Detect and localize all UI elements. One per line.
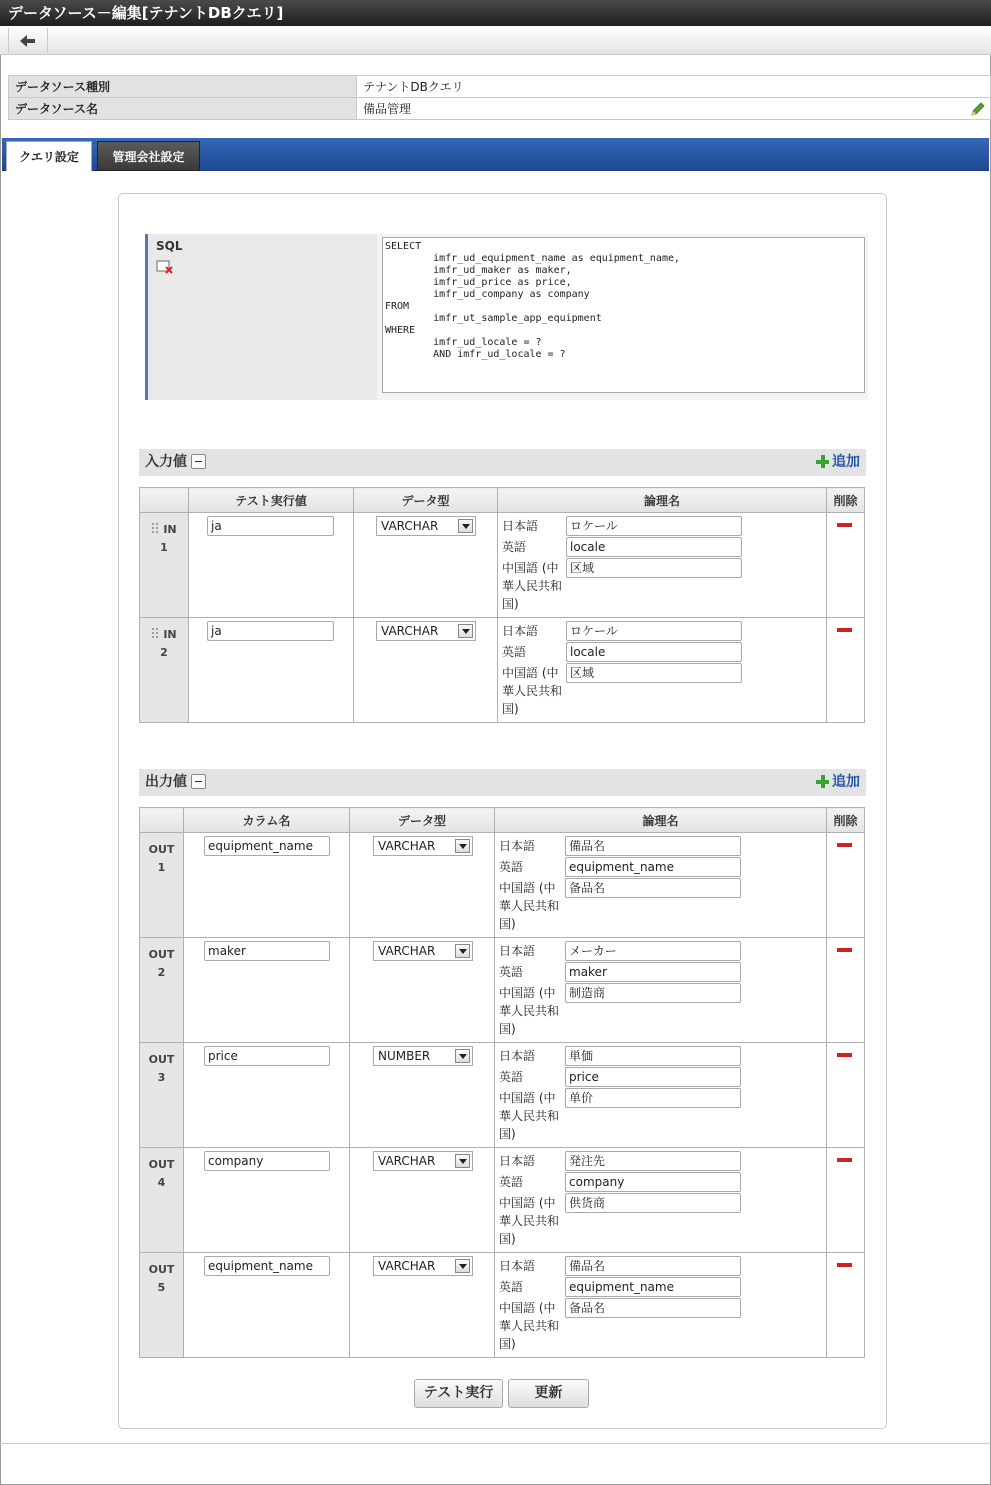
add-input-button[interactable] [816,449,860,476]
logical-name-ja-input[interactable]: 備品名 [565,1256,741,1276]
row-handle[interactable] [140,1148,184,1253]
tab-bar [2,138,989,171]
test-run-button[interactable]: テスト実行 [414,1379,503,1408]
add-output-label: 追加 [832,774,860,790]
row-number: 1 [157,861,166,874]
logical-name-en-input[interactable]: maker [565,962,741,982]
pencil-icon[interactable] [970,101,986,117]
test-value-input[interactable]: ja [207,621,334,641]
header-logical-name: 論理名 [498,488,827,513]
collapse-icon[interactable] [191,454,206,469]
logical-name-ja-input[interactable]: メーカー [565,941,741,961]
logical-name-zh-input[interactable]: 区域 [566,663,742,683]
logical-name-ja-input[interactable]: ロケール [566,621,742,641]
row-handle[interactable] [140,833,184,938]
logical-name-ja-input[interactable]: 備品名 [565,836,741,856]
header-rownum [140,808,184,833]
column-name-input[interactable]: company [204,1151,330,1171]
table-row [140,938,865,1043]
query-settings-panel [118,193,887,1429]
label-ja: 日本語 [499,839,536,853]
sql-section [145,234,865,400]
row-number: 1 [160,541,168,554]
table-row [140,1253,865,1358]
column-name-input[interactable]: equipment_name [204,1256,330,1276]
logical-name-zh-input[interactable]: 单价 [565,1088,741,1108]
window-title: データソース－編集[テナントDBクエリ] [0,0,991,26]
update-button[interactable]: 更新 [508,1379,589,1408]
logical-name-zh-input[interactable]: 供货商 [565,1193,741,1213]
label-en: 英語 [502,645,527,659]
logical-name-en-input[interactable]: price [565,1067,741,1087]
label-ja: 日本語 [499,944,536,958]
logical-name-ja-input[interactable]: 発注先 [565,1151,741,1171]
dropdown-arrow-icon[interactable] [455,944,470,958]
row-kind: IN [163,523,177,536]
label-en: 英語 [499,965,524,979]
add-input-label: 追加 [832,454,860,470]
info-value-type: テナントDBクエリ [357,76,991,98]
header-column-name: カラム名 [184,808,350,833]
delete-row-minus-icon[interactable] [837,1053,852,1057]
data-type-select[interactable] [376,621,476,641]
row-number: 3 [157,1071,166,1084]
label-en: 英語 [499,1070,524,1084]
table-row [140,618,865,723]
row-kind: OUT [148,1053,175,1066]
logical-name-ja-input[interactable]: 単価 [565,1046,741,1066]
header-rownum [140,488,189,513]
row-kind: OUT [148,948,175,961]
row-number: 5 [157,1281,166,1294]
label-zh: 中国語 (中華人民共和国) [502,666,563,716]
info-label-name: データソース名 [9,98,357,120]
plus-icon [816,775,829,788]
row-number: 2 [157,966,166,979]
input-values-header [139,449,866,476]
label-en: 英語 [499,1175,524,1189]
row-kind: OUT [148,1158,175,1171]
header-logical-name: 論理名 [495,808,827,833]
row-kind: IN [163,628,177,641]
dropdown-arrow-icon[interactable] [455,839,470,853]
logical-name-en-input[interactable]: company [565,1172,741,1192]
back-arrow-icon [20,35,36,47]
collapse-icon[interactable] [191,774,206,789]
label-en: 英語 [499,1280,524,1294]
label-zh: 中国語 (中華人民共和国) [499,881,560,931]
logical-name-en-input[interactable]: locale [566,642,742,662]
tab-company-settings[interactable]: 管理会社設定 [97,141,200,171]
logical-name-ja-input[interactable]: ロケール [566,516,742,536]
label-zh: 中国語 (中華人民共和国) [499,986,560,1036]
label-zh: 中国語 (中華人民共和国) [499,1301,560,1351]
data-type-select[interactable] [373,941,473,961]
drag-handle-icon[interactable] [151,522,159,534]
row-handle[interactable] [140,1253,184,1358]
output-values-header [139,769,866,796]
table-row [140,513,865,618]
table-row [140,1043,865,1148]
logical-name-zh-input[interactable]: 区域 [566,558,742,578]
data-type-value: VARCHAR [378,839,436,853]
dropdown-arrow-icon[interactable] [455,1049,470,1063]
header-delete: 削除 [827,488,865,513]
data-type-value: VARCHAR [378,944,436,958]
label-ja: 日本語 [502,519,539,533]
logical-name-en-input[interactable]: equipment_name [565,1277,741,1297]
header-delete: 削除 [827,808,865,833]
row-number: 4 [157,1176,166,1189]
label-zh: 中国語 (中華人民共和国) [502,561,563,611]
header-data-type: データ型 [350,808,495,833]
row-kind: OUT [148,1263,175,1276]
logical-name-zh-input[interactable]: 制造商 [565,983,741,1003]
data-type-select[interactable] [373,1256,473,1276]
data-type-value: NUMBER [378,1049,431,1063]
logical-name-zh-input[interactable]: 备品名 [565,878,741,898]
row-handle[interactable] [140,618,189,723]
info-value-name: 備品管理 [363,102,412,116]
datasource-info-table [8,75,991,120]
delete-row-minus-icon[interactable] [837,1263,852,1267]
sql-textarea[interactable]: SELECT imfr_ud_equipment_name as equipment_name, imfr_ud_maker as maker, imfr_ud_price as price, imfr_ud_company as company FROM imfr_ut_sample_app_equipment WHERE imfr_ud_locale = ? AND imfr_ud_locale = ? [382,237,865,393]
back-button[interactable] [8,28,48,53]
data-type-select[interactable] [376,516,476,536]
data-type-select[interactable] [373,836,473,856]
dropdown-arrow-icon[interactable] [458,624,473,638]
input-values-table [139,487,865,723]
row-handle[interactable] [140,513,189,618]
label-zh: 中国語 (中華人民共和国) [499,1091,560,1141]
label-ja: 日本語 [499,1259,536,1273]
row-handle[interactable] [140,938,184,1043]
label-en: 英語 [499,860,524,874]
plus-icon [816,455,829,468]
data-type-value: VARCHAR [381,624,439,638]
info-label-type: データソース種別 [9,76,357,98]
data-type-value: VARCHAR [381,519,439,533]
drag-handle-icon[interactable] [151,627,159,639]
output-values-title: 出力値 [145,774,187,790]
toolbar [0,26,991,55]
label-ja: 日本語 [499,1049,536,1063]
logical-name-en-input[interactable]: locale [566,537,742,557]
clear-sql-icon[interactable] [156,259,174,275]
add-output-button[interactable] [816,769,860,796]
delete-row-minus-icon[interactable] [837,628,852,632]
column-name-input[interactable]: price [204,1046,330,1066]
delete-row-minus-icon[interactable] [837,948,852,952]
footer-divider [0,1443,991,1444]
info-value-name-cell [357,98,991,120]
output-values-table [139,807,865,1358]
tab-query-settings[interactable]: クエリ設定 [6,141,92,171]
dropdown-arrow-icon[interactable] [458,519,473,533]
column-name-input[interactable]: equipment_name [204,836,330,856]
label-ja: 日本語 [499,1154,536,1168]
row-kind: OUT [148,843,175,856]
row-number: 2 [160,646,168,659]
header-test-value: テスト実行値 [189,488,354,513]
delete-row-minus-icon[interactable] [837,1158,852,1162]
label-en: 英語 [502,540,527,554]
delete-row-minus-icon[interactable] [837,843,852,847]
test-value-input[interactable]: ja [207,516,334,536]
delete-row-minus-icon[interactable] [837,523,852,527]
logical-name-en-input[interactable]: equipment_name [565,857,741,877]
column-name-input[interactable]: maker [204,941,330,961]
table-row [140,833,865,938]
data-type-select[interactable] [373,1046,473,1066]
header-data-type: データ型 [354,488,498,513]
dropdown-arrow-icon[interactable] [455,1259,470,1273]
data-type-value: VARCHAR [378,1154,436,1168]
row-handle[interactable] [140,1043,184,1148]
table-row [140,1148,865,1253]
label-ja: 日本語 [502,624,539,638]
data-type-value: VARCHAR [378,1259,436,1273]
input-values-title: 入力値 [145,454,187,470]
dropdown-arrow-icon[interactable] [455,1154,470,1168]
logical-name-zh-input[interactable]: 备品名 [565,1298,741,1318]
label-zh: 中国語 (中華人民共和国) [499,1196,560,1246]
output-rows [140,833,865,1358]
data-type-select[interactable] [373,1151,473,1171]
sql-label: SQL [156,239,183,253]
